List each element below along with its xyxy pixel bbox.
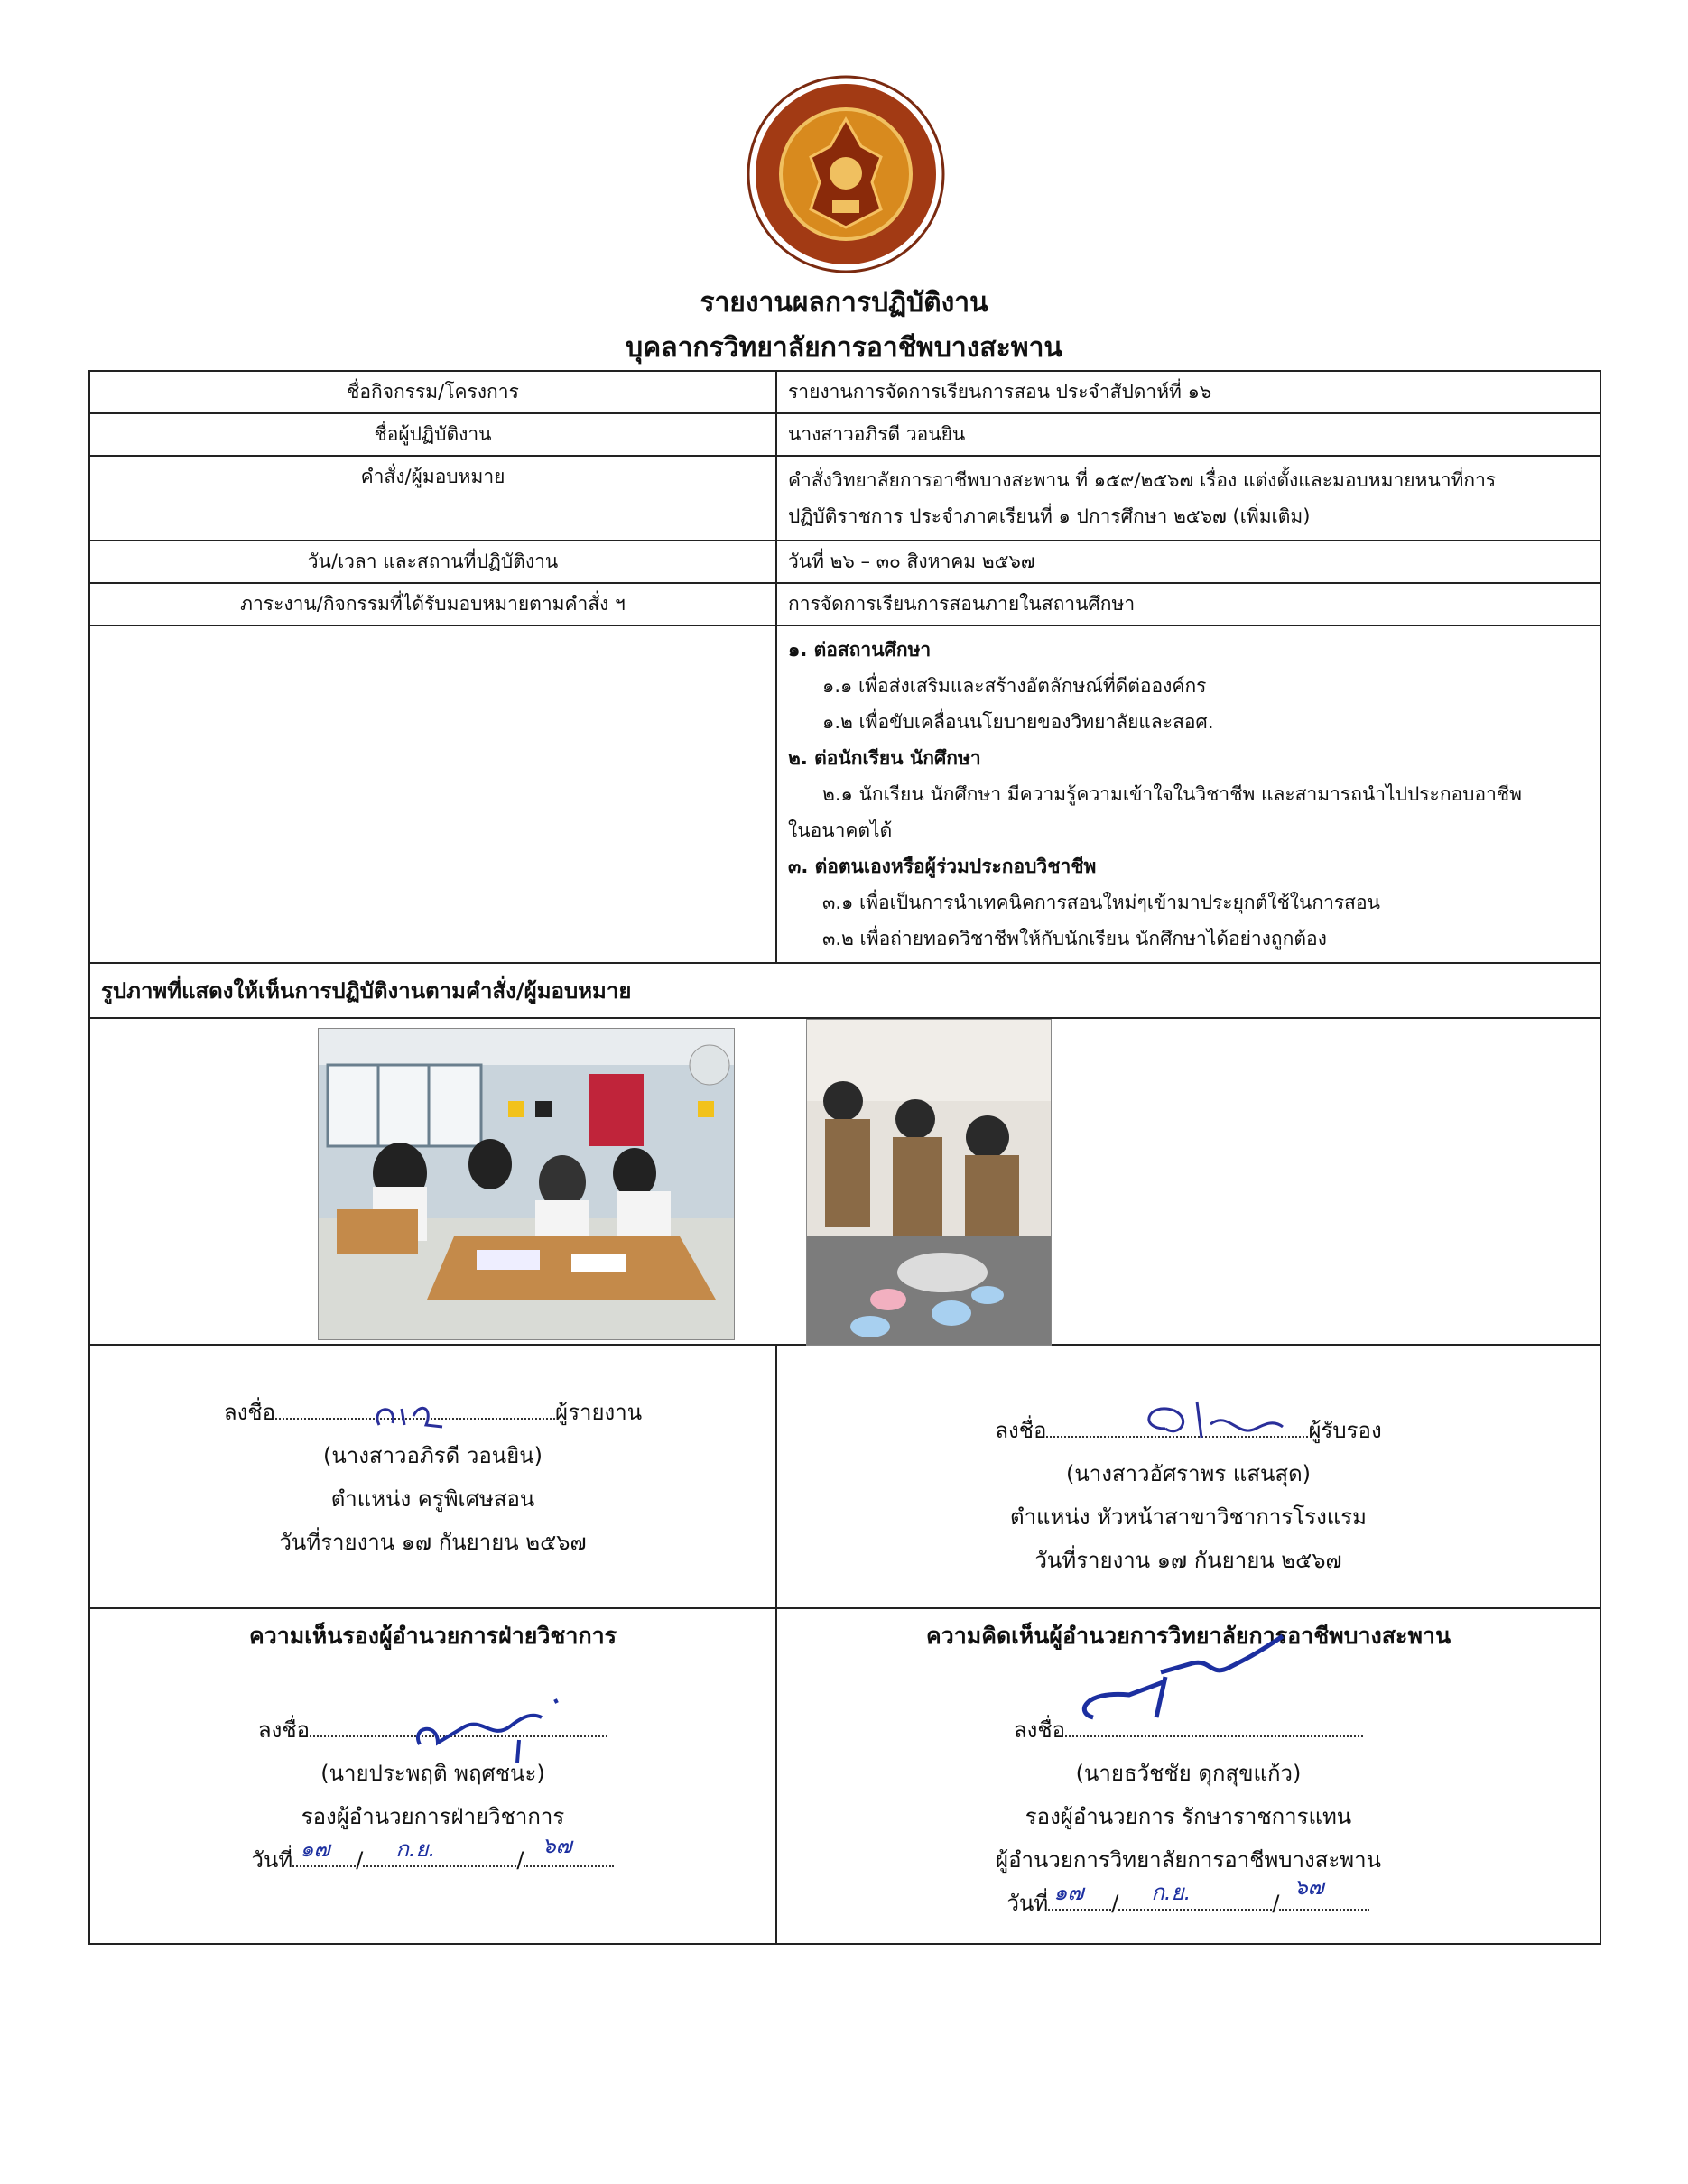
table-row	[89, 625, 1600, 963]
table-row	[89, 371, 1600, 413]
row-value-order	[776, 456, 1600, 541]
director-heading: ความคิดเห็นผู้อำนวยการวิทยาลัยการอาชีพบางสะพาน	[925, 1623, 1451, 1649]
reporter-signature-block	[89, 1345, 776, 1608]
report-table	[88, 370, 1601, 1945]
table-row	[89, 583, 1600, 625]
certifier-position: ตำแหน่ง หัวหน้าสาขาวิชาการโรงแรม	[1010, 1504, 1367, 1530]
benefit-item: ๑.๒ เพื่อขับเคลื่อนนโยบายของวิทยาลัยและสอศ.	[822, 711, 1214, 733]
deputy-heading: ความเห็นรองผู้อำนวยการฝ่ายวิชาการ	[248, 1623, 617, 1649]
row-label-performer: ชื่อผู้ปฏิบัติงาน	[89, 413, 776, 456]
row-label-order: คำสั่ง/ผู้มอบหมาย	[89, 456, 776, 541]
sign-prefix: ลงชื่อ	[1013, 1717, 1066, 1743]
table-row	[89, 541, 1600, 583]
handwritten-year: ๖๗	[1294, 1874, 1324, 1900]
table-row	[89, 413, 1600, 456]
table-row	[89, 1018, 1600, 1345]
benefit-heading-3: ๓. ต่อตนเองหรือผู้ร่วมประกอบวิชาชีพ	[788, 856, 1097, 877]
handwritten-month: ก.ย.	[1151, 1880, 1192, 1905]
table-row	[89, 456, 1600, 541]
certifier-name: (นางสาวอัศราพร แสนสุด)	[1065, 1461, 1312, 1486]
handwritten-day: ๑๗	[300, 1837, 330, 1862]
order-line-2: ปฏิบัติราชการ ประจำภาคเรียนที่ ๑ ปการศึกษา ๒๕๖๗ (เพิ่มเติม)	[788, 505, 1311, 527]
row-value-performer: นางสาวอภิรดี วอนยิน	[776, 413, 1600, 456]
deputy-opinion-block	[89, 1608, 776, 1944]
deputy-handwritten-signature	[411, 1690, 573, 1763]
certifier-date: วันที่รายงาน ๑๗ กันยายน ๒๕๖๗	[1034, 1548, 1342, 1573]
director-name: (นายธวัชชัย ดุกสุขแก้ว)	[1075, 1761, 1302, 1786]
deputy-date: วันที่ ๑๗ / ก.ย. / ๖๗	[90, 1838, 775, 1882]
handwritten-month: ก.ย.	[395, 1837, 436, 1862]
table-row	[89, 963, 1600, 1018]
deputy-name: (นายประพฤติ พฤศชนะ)	[320, 1761, 545, 1786]
benefits-list	[776, 625, 1600, 963]
page-subtitle: บุคลากรวิทยาลัยการอาชีพบางสะพาน	[626, 332, 1062, 364]
benefit-heading-2: ๒. ต่อนักเรียน นักศึกษา	[788, 747, 981, 769]
row-value-date-place: วันที่ ๒๖ – ๓๐ สิงหาคม ๒๕๖๗	[776, 541, 1600, 583]
reporter-handwritten-signature	[370, 1398, 451, 1434]
sign-prefix: ลงชื่อ	[223, 1400, 276, 1425]
benefit-item: ๓.๒ เพื่อถ่ายทอดวิชาชีพให้กับนักเรียน นักศึกษาได้อย่างถูกต้อง	[822, 928, 1327, 949]
order-line-1: คำสั่งวิทยาลัยการอาชีพบางสะพาน ที่ ๑๕๙/๒๕๖๗ เรื่อง แต่งตั้งและมอบหมายหนาที่การ	[788, 469, 1497, 491]
handwritten-day: ๑๗	[1053, 1880, 1084, 1905]
reporter-position: ตำแหน่ง ครูพิเศษสอน	[330, 1486, 535, 1512]
director-position-2: ผู้อำนวยการวิทยาลัยการอาชีพบางสะพาน	[996, 1847, 1381, 1873]
deputy-position: รองผู้อำนวยการฝ่ายวิชาการ	[301, 1804, 565, 1829]
sign-prefix: ลงชื่อ	[257, 1717, 311, 1743]
reporter-date: วันที่รายงาน ๑๗ กันยายน ๒๕๖๗	[279, 1530, 587, 1555]
director-position: รองผู้อำนวยการ รักษาราชการแทน	[1025, 1804, 1352, 1829]
director-opinion-block	[776, 1608, 1600, 1944]
row-label-benefits	[89, 625, 776, 963]
row-value-activity: รายงานการจัดการเรียนการสอน ประจำสัปดาห์ที่ ๑๖	[776, 371, 1600, 413]
benefit-item: ๓.๑ เพื่อเป็นการนำเทคนิคการสอนใหม่ๆเข้ามาประยุกต์ใช้ในการสอน	[822, 892, 1380, 913]
benefit-item-cont: ในอนาคตได้	[788, 819, 893, 841]
page-title: รายงานผลการปฏิบัติงาน	[700, 287, 988, 319]
row-label-task: ภาระงาน/กิจกรรมที่ได้รับมอบหมายตามคำสั่ง ฯ	[89, 583, 776, 625]
college-emblem-logo	[746, 74, 946, 274]
row-label-date-place: วัน/เวลา และสถานที่ปฏิบัติงาน	[89, 541, 776, 583]
row-value-task: การจัดการเรียนการสอนภายในสถานศึกษา	[776, 583, 1600, 625]
reporter-name: (นางสาวอภิรดี วอนยิน)	[322, 1443, 543, 1468]
benefit-item: ๑.๑ เพื่อส่งเสริมและสร้างอัตลักษณ์ที่ดีต่อองค์กร	[822, 675, 1207, 697]
table-row	[89, 1608, 1600, 1944]
table-row	[89, 1345, 1600, 1608]
benefit-item: ๒.๑ นักเรียน นักศึกษา มีความรู้ความเข้าใจในวิชาชีพ และสามารถนำไปประกอบอาชีพ	[822, 783, 1522, 805]
certifier-signature-block	[776, 1345, 1600, 1608]
photo-section-heading: รูปภาพที่แสดงให้เห็นการปฏิบัติงานตามคำสั่ง/ผู้มอบหมาย	[89, 963, 1600, 1018]
director-handwritten-signature	[1075, 1627, 1310, 1726]
sign-prefix: ลงชื่อ	[995, 1418, 1047, 1443]
row-label-activity: ชื่อกิจกรรม/โครงการ	[89, 371, 776, 413]
sign-suffix: ผู้รายงาน	[555, 1400, 643, 1425]
benefit-heading-1: ๑. ต่อสถานศึกษา	[788, 639, 932, 661]
director-date: วันที่ ๑๗ / ก.ย. / ๖๗	[777, 1882, 1600, 1925]
certifier-handwritten-signature	[1129, 1393, 1292, 1447]
classroom-photo	[318, 1028, 735, 1340]
photo-row	[89, 1018, 1600, 1345]
handwritten-year: ๖๗	[542, 1833, 572, 1858]
sign-suffix: ผู้รับรอง	[1308, 1418, 1382, 1443]
kitchen-photo	[806, 1019, 1052, 1346]
